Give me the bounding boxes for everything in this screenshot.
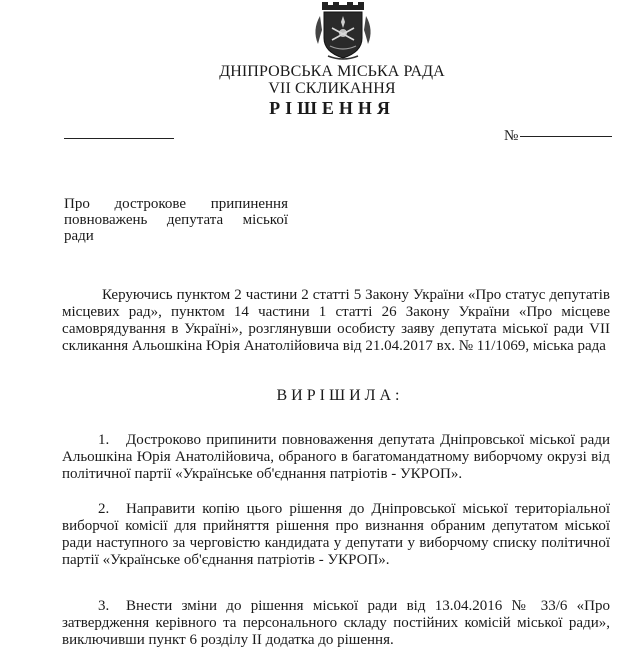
resolution-item bbox=[62, 598, 610, 649]
number-blank-line bbox=[520, 136, 612, 137]
number-label: № bbox=[504, 128, 519, 144]
date-blank-line bbox=[64, 138, 174, 139]
document-number bbox=[504, 128, 612, 145]
subject-line: ради bbox=[64, 228, 94, 244]
item-text: Направити копію цього рішення до Дніпровської міської територіальної виборчої комісії для прийняття рішення про визнання обраним депутатом міської ради наступного за черговістю кандидата у депутати у виборчому списку політичної партії «Українське об'єднання патріотів - УКРОП». bbox=[62, 501, 610, 568]
subject-line: повноважень депутата міської bbox=[64, 212, 288, 228]
item-text: Достроково припинити повноваження депутата Дніпровської міської ради Альошкіна Юрія Анатолійовича, обраного в багатомандатному виборчому окрузі від політичної партії «Українське об'єднання патріотів - УКРОП». bbox=[62, 432, 610, 482]
item-number: 2. bbox=[98, 501, 110, 517]
preamble-paragraph: Керуючись пунктом 2 частини 2 статті 5 Закону України «Про статус депутатів місцевих рад», пунктом 14 частини 1 статті 26 Закону України «Про місцеве самоврядування в Україні», розглянувши особисту заяву депутата міської ради VII скликання Альошкіна Юрія Анатолійовича від 21.04.2017 вх. № 11/1069, міська рада bbox=[62, 287, 610, 354]
resolution-item bbox=[62, 501, 610, 569]
resolved-heading: ВИРІШИЛА: bbox=[276, 387, 404, 404]
document-subject bbox=[64, 196, 288, 244]
resolution-item bbox=[62, 432, 610, 483]
subject-line: Про дострокове припинення bbox=[64, 196, 288, 212]
document-type-title: РІШЕННЯ bbox=[269, 98, 395, 118]
council-name: ДНІПРОВСЬКА МІСЬКА РАДА bbox=[219, 63, 445, 80]
city-coat-of-arms-icon bbox=[308, 0, 378, 62]
item-text: Внести зміни до рішення міської ради від 13.04.2016 № 33/6 «Про затвердження керівного та персонального складу постійних комісій міської ради», виключивши пункт 6 розділу II додатка до рішення. bbox=[62, 598, 610, 648]
convocation: VII СКЛИКАННЯ bbox=[268, 80, 396, 97]
item-number: 3. bbox=[98, 598, 110, 614]
item-number: 1. bbox=[98, 432, 110, 448]
